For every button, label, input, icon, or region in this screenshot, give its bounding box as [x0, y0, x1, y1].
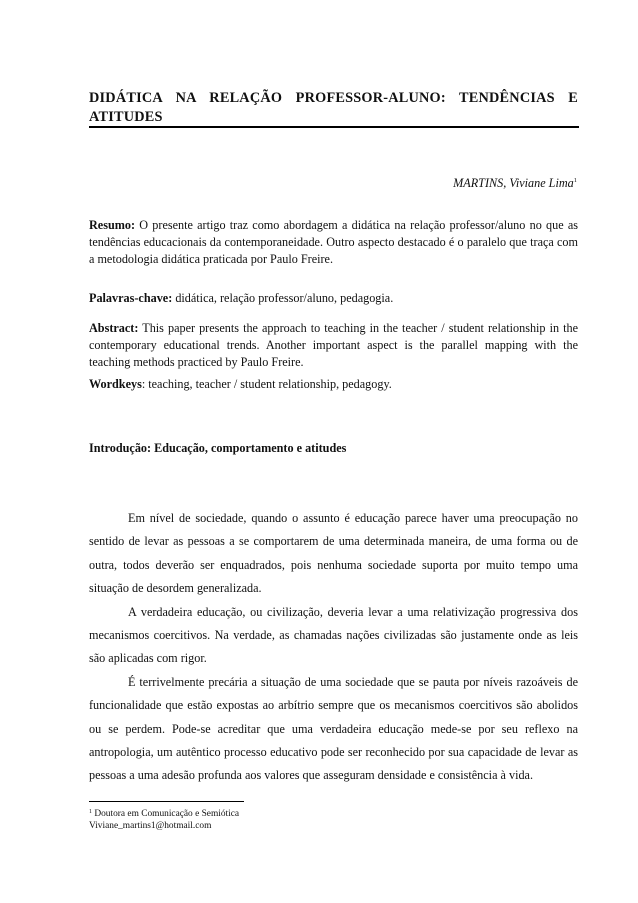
footnote [89, 806, 389, 832]
abstract-text: This paper presents the approach to teaching in the teacher / student relationship in the contemporary educational trends. Another important aspect is the parallel mapping with the teaching methods practiced by Paulo Freire. [89, 321, 578, 370]
paper-title: DIDÁTICA NA RELAÇÃO PROFESSOR-ALUNO: TENDÊNCIAS E ATITUDES [89, 90, 578, 125]
footnote-mark: 1 [89, 809, 92, 815]
abstract-paragraph [89, 320, 578, 372]
body-paragraph: É terrivelmente precária a situação de uma sociedade que se pauta por níveis razoáveis de funcionalidade que estão expostas ao arbítrio sempre que os mecanismos coercitivos são abolidos ou se perdem. Pode-se acreditar que uma verdadeira educação mede-se por seu reflexo na antropologia, um autêntico processo educativo pode ser reconhecido por sua capacidade de levar as pessoas a uma adesão profunda aos valores que asseguram densidade e consistência à vida. [89, 674, 578, 783]
resumo-text: O presente artigo traz como abordagem a didática na relação professor/aluno no que as tendências educacionais da contemporaneidade. Outro aspecto destacado é o paralelo que traça com a metodologia didática praticada por Paulo Freire. [89, 218, 578, 267]
wordkeys-paragraph [89, 376, 578, 393]
abstract-label: Abstract: [89, 321, 139, 335]
section-heading: Introdução: Educação, comportamento e atitudes [89, 441, 347, 455]
resumo-label: Resumo: [89, 218, 136, 232]
author-name: MARTINS, Viviane Lima [453, 176, 574, 190]
author-footnote-mark: 1 [573, 177, 577, 184]
footnote-separator [89, 801, 244, 802]
body-text [89, 507, 578, 788]
resumo-paragraph [89, 217, 578, 269]
footnote-line-1 [89, 806, 389, 820]
palavras-chave-paragraph [89, 290, 578, 307]
body-paragraph: A verdadeira educação, ou civilização, deveria levar a uma relativização progressiva dos mecanismos coercitivos. Na verdade, as chamadas nações civilizadas são justamente onde as leis são aplicadas com rigor. [89, 604, 578, 666]
palavras-chave-text: didática, relação professor/aluno, pedagogia. [172, 291, 394, 305]
title-underline-rule [89, 126, 579, 128]
body-paragraph: Em nível de sociedade, quando o assunto é educação parece haver uma preocupação no sentido de levar as pessoas a se comportarem de uma determinada maneira, de uma forma ou de outra, todos deverão ser enquadrados, pois nenhuma sociedade suporta por muito tempo uma situação de desordem generalizada. [89, 511, 578, 596]
footnote-email: Viviane_martins1@hotmail.com [89, 821, 212, 831]
wordkeys-text: : teaching, teacher / student relationship, pedagogy. [141, 377, 392, 391]
footnote-affiliation: Doutora em Comunicação e Semiótica [92, 809, 240, 819]
palavras-chave-label: Palavras-chave: [89, 291, 173, 305]
wordkeys-label: Wordkeys [89, 377, 142, 391]
author-line [453, 173, 577, 191]
